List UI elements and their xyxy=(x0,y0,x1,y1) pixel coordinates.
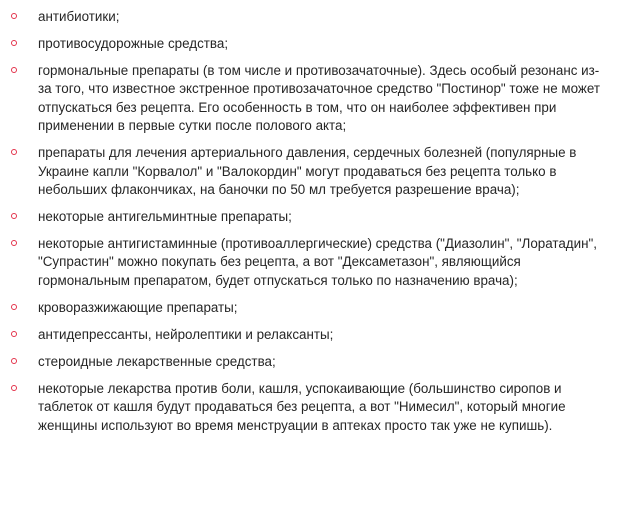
circle-bullet-icon xyxy=(11,240,17,246)
list-item xyxy=(0,8,600,26)
list-item xyxy=(0,380,600,435)
list-item xyxy=(0,62,600,136)
list-item-text: некоторые антигельминтные препараты; xyxy=(38,209,292,225)
list-item-text: некоторые антигистаминные (противоаллергические) средства ("Диазолин", "Лоратадин", "Супрастин" можно покупать без рецепта, а вот "Дексаметазон", являющийся гормональным препаратом, будет отпускаться только по назначению врача); xyxy=(38,236,597,288)
list-item-text: противосудорожные средства; xyxy=(38,36,229,51)
circle-bullet-icon xyxy=(11,385,17,391)
list-item-text: кроворазжижающие препараты; xyxy=(38,299,238,315)
list-item xyxy=(0,353,600,371)
list-item xyxy=(0,144,600,199)
circle-bullet-icon xyxy=(11,13,17,19)
list-item-text: препараты для лечения артериального давления, сердечных болезней (популярные в Украине капли "Корвалол" и "Валокордин" могут продаваться без рецепта только в небольших флакончиках, на баночки по 50 мл требуется разрешение врача); xyxy=(38,145,577,198)
circle-bullet-icon xyxy=(11,40,17,46)
list-item xyxy=(0,35,600,53)
circle-bullet-icon xyxy=(11,213,17,219)
circle-bullet-icon xyxy=(11,149,17,155)
list-item xyxy=(0,326,600,344)
list-item-text: антидепрессанты, нейролептики и релаксанты; xyxy=(38,326,334,342)
list-item-text: некоторые лекарства против боли, кашля, успокаивающие (большинство сиропов и таблеток от кашля будут продаваться без рецепта, а вот "Нимесил", который многие женщины используют во время менструации в аптеках просто так уже не купишь). xyxy=(38,380,566,433)
list-item-text: гормональные препараты (в том числе и противозачаточные). Здесь особый резонанс из-за того, что известное экстренное противозачаточное средство "Постинор" тоже не может отпускаться без рецепта. Его особенность в том, что он наиболее эффективен при применении в первые сутки после полового акта; xyxy=(38,63,600,134)
list-item-text: стероидные лекарственные средства; xyxy=(38,353,276,369)
list-item xyxy=(0,299,600,317)
circle-bullet-icon xyxy=(11,304,17,310)
list-item xyxy=(0,208,600,226)
list-item-text: антибиотики; xyxy=(38,9,120,24)
circle-bullet-icon xyxy=(11,331,17,337)
circle-bullet-icon xyxy=(11,67,17,73)
circle-bullet-icon xyxy=(11,358,17,364)
list-item xyxy=(0,235,600,290)
